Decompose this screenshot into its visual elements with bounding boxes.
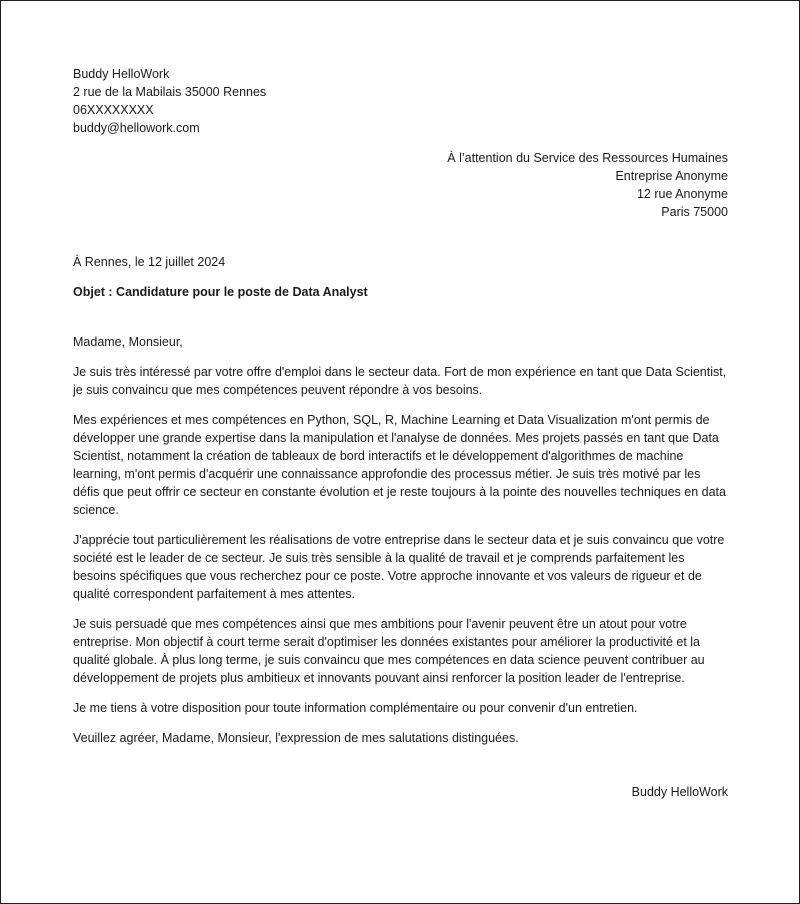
paragraph-availability: Je me tiens à votre disposition pour toute information complémentaire ou pour convenir d'un entretien. <box>73 701 638 715</box>
letter-signature: Buddy HelloWork <box>631 785 728 799</box>
sender-phone: 06XXXXXXXX <box>73 103 154 117</box>
paragraph-ambitions: Je suis persuadé que mes compétences ainsi que mes ambitions pour l'avenir peuvent être un atout pour votre entreprise. Mon objectif à court terme serait d'optimiser les données existantes pour améliorer la productivité et la qualité globale. À plus long terme, je suis convaincu que mes compétences en data science peuvent contribuer au développement de projets plus ambitieux et innovants pouvant ainsi renforcer la position leader de l'entreprise. <box>73 617 705 685</box>
recipient-city: Paris 75000 <box>661 205 728 219</box>
sender-block <box>73 65 728 137</box>
paragraph-intro: Je suis très intéressé par votre offre d'emploi dans le secteur data. Fort de mon expérience en tant que Data Scientist, je suis convaincu que mes compétences peuvent répondre à vos besoins. <box>73 365 727 397</box>
recipient-attention: À l’attention du Service des Ressources Humaines <box>447 151 728 165</box>
recipient-block <box>73 149 728 221</box>
paragraph-closing: Veuillez agréer, Madame, Monsieur, l'expression de mes salutations distinguées. <box>73 731 519 745</box>
paragraph-company: J'apprécie tout particulièrement les réalisations de votre entreprise dans le secteur data et je suis convaincu que votre société est le leader de ce secteur. Je suis très sensible à la qualité de travail et je comprends parfaitement les besoins spécifiques que vous recherchez pour ce poste. Votre approche innovante et vos valeurs de rigueur et de qualité correspondent parfaitement à mes attentes. <box>73 533 725 601</box>
sender-email: buddy@hellowork.com <box>73 121 200 135</box>
letter-content <box>73 65 728 801</box>
letter-subject: Objet : Candidature pour le poste de Data Analyst <box>73 285 368 299</box>
sender-name: Buddy HelloWork <box>73 67 170 81</box>
sender-address: 2 rue de la Mabilais 35000 Rennes <box>73 85 267 99</box>
recipient-company: Entreprise Anonyme <box>615 169 728 183</box>
recipient-street: 12 rue Anonyme <box>636 187 728 201</box>
paragraph-experience: Mes expériences et mes compétences en Python, SQL, R, Machine Learning et Data Visualization m'ont permis de développer une grande expertise dans la manipulation et l'analyse de données. Mes projets passés en tant que Data Scientist, notamment la création de tableaux de bord interactifs et le développement d'algorithmes de machine learning, m'ont permis d'acquérir une connaissance approfondie des processus métier. Je suis très motivé par les défis que peut offrir ce secteur en constante évolution et je reste toujours à la pointe des nouvelles techniques en data science. <box>73 413 726 517</box>
letter-salutation: Madame, Monsieur, <box>73 335 183 349</box>
letter-date: À Rennes, le 12 juillet 2024 <box>73 255 226 269</box>
